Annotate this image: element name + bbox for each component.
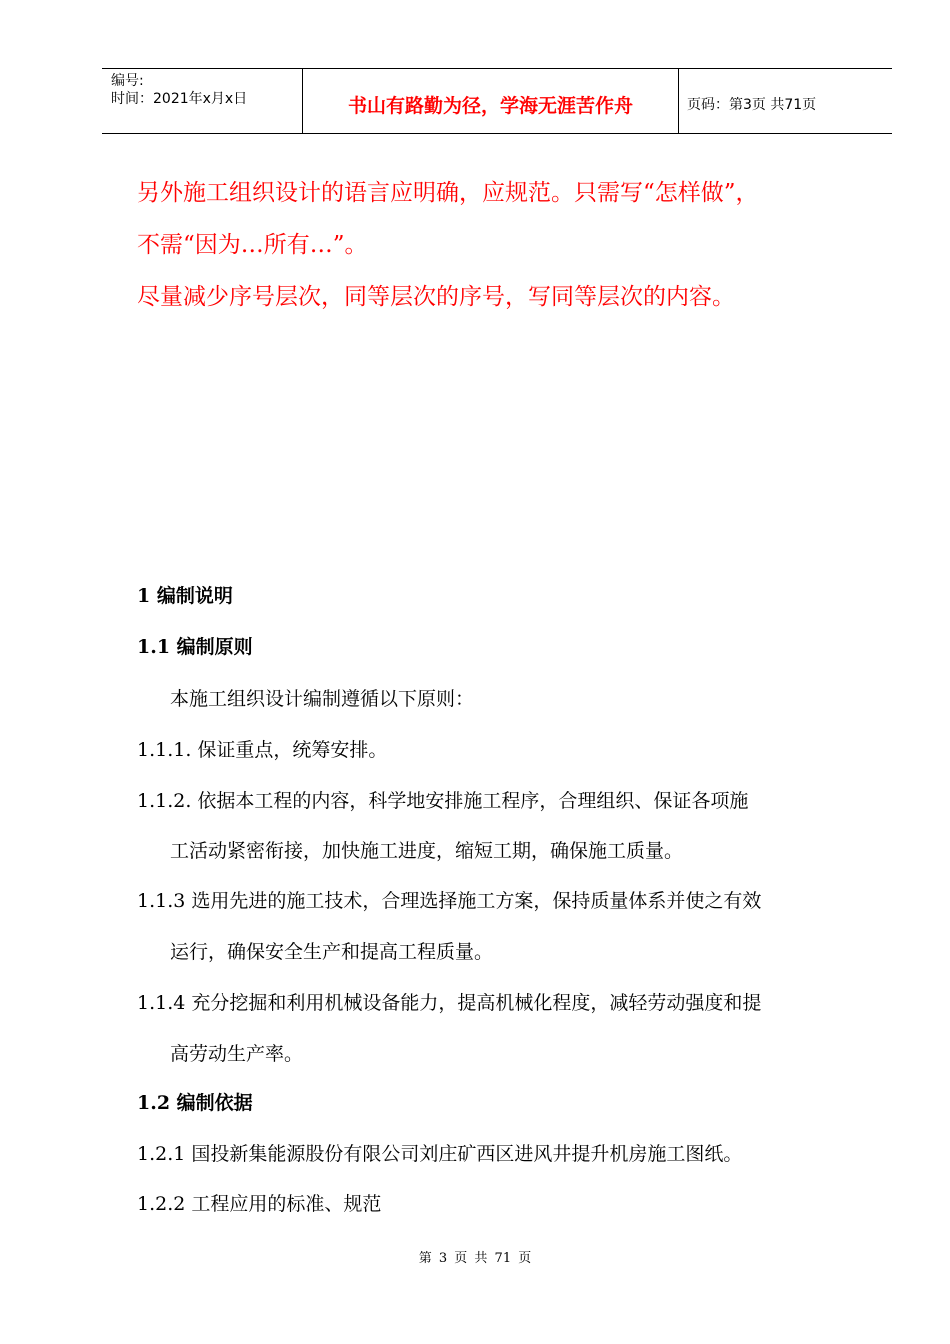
intro-line-1: 另外施工组织设计的语言应明确，应规范。只需写“怎样做”，	[137, 180, 759, 206]
page-header	[102, 68, 892, 134]
list-item: 1.2.2 工程应用的标准、规范	[137, 1193, 382, 1215]
page-footer: 第 3 页 共 71 页	[418, 1251, 532, 1266]
list-item-continuation: 运行，确保安全生产和提高工程质量。	[170, 941, 494, 963]
list-item-continuation: 高劳动生产率。	[170, 1043, 304, 1065]
subsection-heading: 1.2 编制依据	[137, 1092, 253, 1114]
paragraph-lead: 本施工组织设计编制遵循以下原则：	[170, 688, 475, 710]
list-item: 1.1.1. 保证重点，统筹安排。	[137, 739, 388, 761]
subsection-heading: 1.1 编制原则	[137, 636, 253, 658]
section-heading: 1 编制说明	[137, 585, 233, 607]
intro-line-3: 尽量减少序号层次，同等层次的序号，写同等层次的内容。	[137, 284, 735, 310]
header-motto: 书山有路勤为径，学海无涯苦作舟	[303, 69, 679, 133]
list-item: 1.1.4 充分挖掘和利用机械设备能力，提高机械化程度，减轻劳动强度和提	[137, 992, 762, 1014]
intro-line-2: 不需“因为…所有…”。	[137, 232, 368, 258]
header-page-number: 页码：第3页 共71页	[687, 97, 817, 113]
list-item-continuation: 工活动紧密衔接，加快施工进度，缩短工期，确保施工质量。	[170, 840, 684, 862]
header-meta-cell	[102, 69, 303, 133]
document-date-label: 时间：2021年x月x日	[111, 91, 248, 107]
document-code-label: 编号:	[111, 73, 144, 89]
list-item: 1.1.2. 依据本工程的内容，科学地安排施工程序，合理组织、保证各项施	[137, 790, 749, 812]
list-item: 1.1.3 选用先进的施工技术，合理选择施工方案，保持质量体系并使之有效	[137, 890, 762, 912]
list-item: 1.2.1 国投新集能源股份有限公司刘庄矿西区进风井提升机房施工图纸。	[137, 1143, 743, 1165]
